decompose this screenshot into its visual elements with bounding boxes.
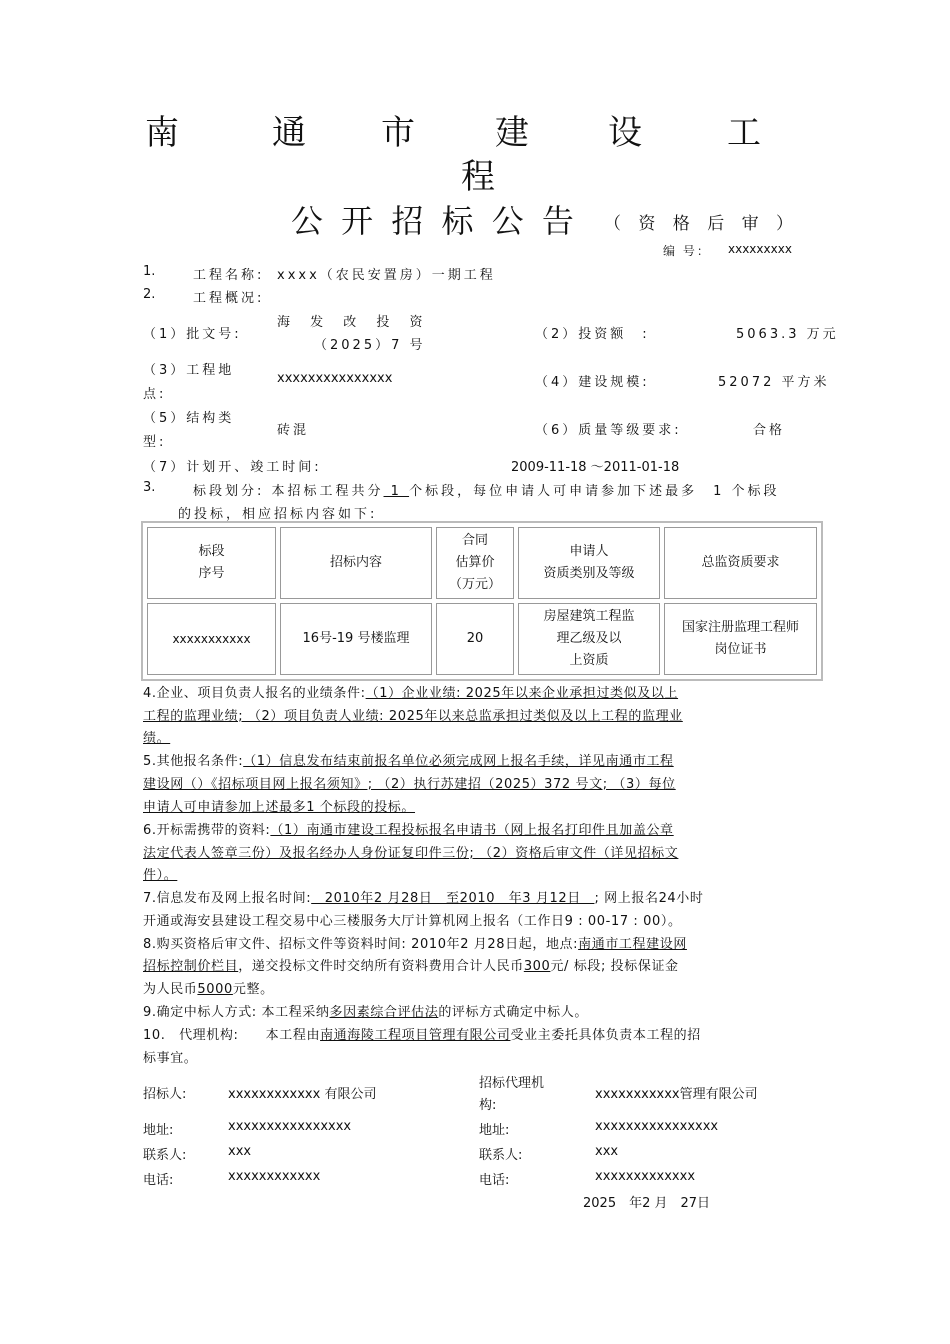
para6-line2: 法定代表人签章三份）及报名经办人身份证复印件三份; （2）资格后审文件（详见招标文	[143, 846, 679, 861]
para4-line3	[143, 727, 833, 746]
para6-text-3: 件）。	[143, 868, 178, 883]
registration-dates: 2010年2 月28日 至2010 年3 月12日	[311, 891, 595, 906]
para8-l3a: 为人民币	[143, 982, 198, 997]
table-header: 申请人 资质类别及等级	[518, 527, 660, 599]
item3-text-c: 的投标，相应招标内容如下:	[178, 507, 378, 522]
table-cell: 房屋建筑工程监 理乙级及以 上资质	[518, 603, 660, 675]
page-title: 公 开 招 标 公 告	[291, 202, 578, 240]
approval-value-1: 海 发 改 投 资	[277, 315, 431, 330]
para8-l3b: 元整。	[232, 982, 274, 997]
structure-label-1: （5）结构类	[143, 411, 235, 426]
title-char-1: 南	[145, 113, 179, 153]
scale-label: （4）建设规模:	[535, 375, 650, 390]
contact-value: xxx	[228, 1144, 252, 1159]
para7-line1	[143, 887, 833, 906]
para7-label: 7.信息发布及网上报名时间:	[143, 891, 312, 906]
para9-label: 9.确定中标人方式: 本工程采纳	[143, 1005, 330, 1020]
purchase-place-1: 南通市工程建设网	[578, 937, 687, 952]
para4-label: 4.企业、项目负责人报名的业绩条件:	[143, 686, 366, 701]
title-char-3: 市	[381, 113, 415, 153]
title-char-4: 建	[495, 113, 529, 153]
structure-label-2: 型:	[143, 435, 167, 450]
table-row	[147, 603, 817, 675]
tenderer-value: xxxxxxxxxxxx 有限公司	[228, 1087, 377, 1102]
item2-num: 2.	[143, 287, 156, 302]
item1-label: 工程名称:	[193, 268, 265, 283]
para8-after-fee: 元/ 标段; 投标保证金	[550, 959, 679, 974]
address-label: 地址:	[143, 1123, 174, 1138]
agent-address-value: xxxxxxxxxxxxxxxx	[595, 1119, 719, 1134]
scale-value: 52072 平方米	[718, 375, 830, 390]
para4-line1	[143, 682, 833, 701]
agent-phone-value: xxxxxxxxxxxxx	[595, 1169, 696, 1184]
number-label: 编 号：	[663, 244, 711, 258]
quality-value: 合格	[753, 423, 786, 438]
agent-contact-value: xxx	[595, 1144, 619, 1159]
item2-label: 工程概况:	[193, 291, 265, 306]
para5-line3	[143, 796, 833, 815]
table-header: 招标内容	[280, 527, 432, 599]
table-cell: 国家注册监理工程师 岗位证书	[664, 603, 817, 675]
purchase-place-2: 招标控制价栏目	[143, 959, 239, 974]
table-header-row	[147, 527, 817, 599]
number-value: xxxxxxxxx	[728, 242, 792, 256]
notice-date: 2025 年2 月 27日	[583, 1196, 711, 1211]
title-char-6: 工	[727, 113, 761, 153]
table-cell: 16号-19 号楼监理	[280, 603, 432, 675]
para8-mid: ，递交投标文件时交纳所有资料费用合计人民币	[238, 959, 524, 974]
para5-text-1: （1）信息发布结束前报名单位必须完成网上报名手续，详见南通市工程	[243, 754, 674, 769]
table-header: 合同 估算价 （万元）	[436, 527, 514, 599]
quality-label: （6）质量等级要求:	[535, 423, 682, 438]
para9-rest: 的评标方式确定中标人。	[438, 1005, 588, 1020]
para4-line2: 工程的监理业绩; （2）项目负责人业绩: 2025年以来总监承担过类似及以上工程的监理业	[143, 709, 683, 724]
para8-label: 8.购买资格后审文件、招标文件等资料时间: 2010年2 月28日起，地点:	[143, 937, 579, 952]
item3-text-a: 标段划分: 本招标工程共分	[193, 484, 384, 499]
title-char-5: 设	[608, 113, 642, 153]
table-cell: 20	[436, 603, 514, 675]
para6-text-1: （1）南通市建设工程投标报名申请书（网上报名打印件且加盖公章	[270, 823, 674, 838]
phone-value: xxxxxxxxxxxx	[228, 1169, 321, 1184]
item1-num: 1.	[143, 264, 156, 279]
phone-label: 电话:	[143, 1173, 174, 1188]
para9-line	[143, 1001, 833, 1020]
table-header: 总监资质要求	[664, 527, 817, 599]
schedule-label: （7）计划开、竣工时间:	[143, 460, 322, 475]
contact-label: 联系人:	[143, 1148, 187, 1163]
agent-value: xxxxxxxxxxx管理有限公司	[595, 1087, 758, 1102]
structure-value: 砖混	[277, 423, 310, 438]
para10-label: 10. 代理机构: 本工程由	[143, 1028, 321, 1043]
para5-label: 5.其他报名条件:	[143, 754, 244, 769]
agent-contact-label: 联系人:	[479, 1148, 523, 1163]
para5-line1	[143, 750, 833, 769]
para8-line2	[143, 955, 833, 974]
para7-line2: 开通或海安县建设工程交易中心三楼服务大厅计算机网上报名（工作日9 : 00-17 : 00）。	[143, 914, 682, 929]
project-name: xxxx（农民安置房）一期工程	[277, 268, 496, 283]
approval-value-2: （2025）7 号	[314, 338, 426, 353]
address-value: xxxxxxxxxxxxxxxx	[228, 1119, 352, 1134]
document-fee: 300	[523, 959, 551, 974]
invest-value: 5063.3 万元	[736, 327, 839, 342]
item3-text-b: 个标段，每位申请人可申请参加下述最多 1 个标段	[409, 484, 780, 499]
table-cell: xxxxxxxxxxx	[147, 603, 276, 675]
table-header: 标段 序号	[147, 527, 276, 599]
agent-label-2: 构:	[479, 1098, 497, 1113]
para5-text-3: 申请人可申请参加上述最多1 个标段的投标。	[143, 800, 416, 815]
title-line-2: 程	[461, 157, 495, 197]
schedule-value: 2009-11-18 ～2011-01-18	[511, 460, 680, 475]
agency-name: 南通海陵工程项目管理有限公司	[320, 1028, 511, 1043]
agent-phone-label: 电话:	[479, 1173, 510, 1188]
location-value: xxxxxxxxxxxxxxx	[277, 371, 393, 386]
invest-label: （2）投资额 :	[535, 327, 650, 342]
item3-text	[193, 480, 779, 499]
tenderer-label: 招标人:	[143, 1087, 187, 1102]
para4-text-3: 绩。	[143, 731, 171, 746]
para8-line3	[143, 978, 833, 997]
evaluation-method: 多因素综合评估法	[329, 1005, 439, 1020]
para6-line1	[143, 819, 833, 838]
para6-label: 6.开标需携带的资料:	[143, 823, 271, 838]
title-char-2: 通	[272, 113, 306, 153]
approval-label: （1）批文号:	[143, 327, 242, 342]
location-label-2: 点:	[143, 387, 167, 402]
para6-line3	[143, 864, 833, 883]
location-label-1: （3）工程地	[143, 363, 235, 378]
para4-text-1: （1）企业业绩: 2025年以来企业承担过类似及以上	[365, 686, 679, 701]
bid-section-table	[141, 521, 823, 681]
para10-rest: 受业主委托具体负责本工程的招	[510, 1028, 701, 1043]
para5-line2: 建设网（）《招标项目网上报名须知》; （2）执行苏建招（2025）372 号文; （3）每位	[143, 777, 676, 792]
title-suffix: （ 资 格 后 审 ）	[604, 214, 800, 234]
item3-num: 3.	[143, 480, 156, 495]
section-count: 1	[383, 484, 410, 499]
agent-label-1: 招标代理机	[479, 1076, 545, 1091]
para10-line2: 标事宜。	[143, 1051, 198, 1066]
bid-deposit: 5000	[197, 982, 233, 997]
para10-line1	[143, 1024, 833, 1043]
para8-line1	[143, 933, 833, 952]
para7-rest: ; 网上报名24小时	[594, 891, 704, 906]
agent-address-label: 地址:	[479, 1123, 510, 1138]
